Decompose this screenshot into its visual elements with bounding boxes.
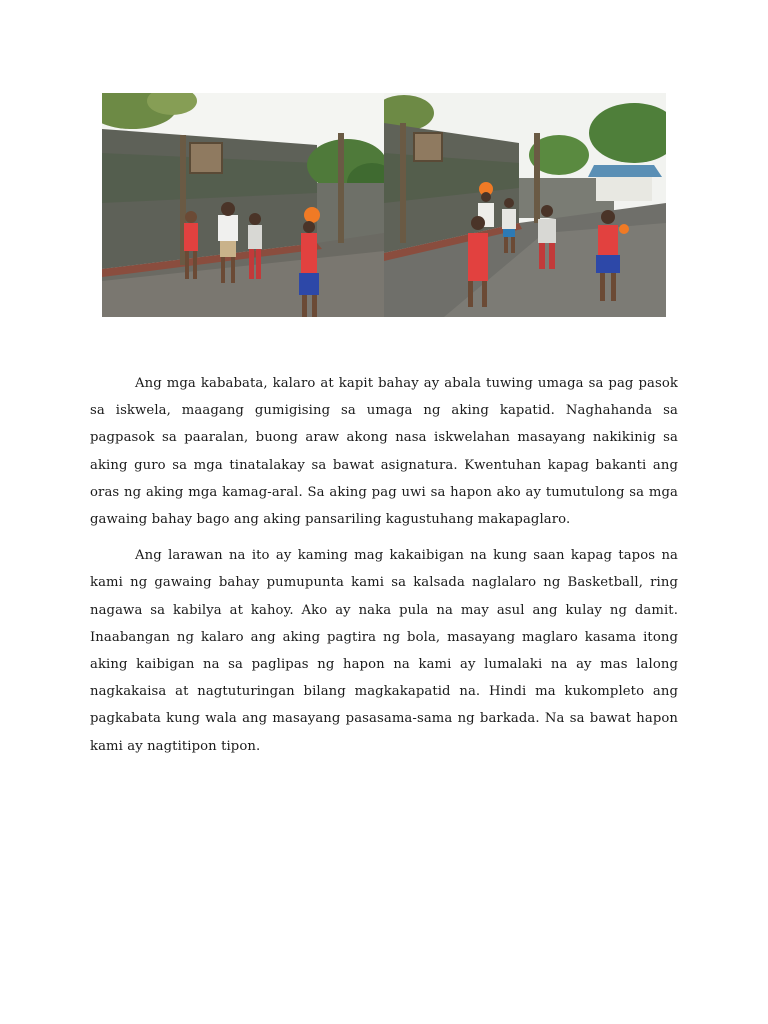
photo-right-image — [384, 93, 666, 317]
photo-left-image — [102, 93, 384, 317]
paragraph-2: Ang larawan na ito ay kaming mag kakaibigan na kung saan kapag tapos na kami ng gawaing bahay pumupunta kami sa kalsada naglalaro ng Basketball, ring nagawa sa kabilya at kahoy. Ako ay naka pula na may asul ang kulay ng damit. Inaabangan ng kalaro ang aking pagtira ng bola, masayang maglaro kasama itong aking kaibigan na sa paglipas ng hapon na kami ay lumalaki na ay mas lalong nagkakaisa at nagtuturingan bilang magkakapatid na. Hindi ma kukompleto ang pagkabata kung wala ang masayang pasasama-sama ng barkada. Na sa bawat hapon kami ay nagtitipon tipon. — [90, 548, 678, 754]
paragraph-1: Ang mga kababata, kalaro at kapit bahay ay abala tuwing umaga sa pag pasok sa iskwela, maagang gumigising sa umaga ng aking kapatid. Naghahanda sa pagpasok sa paaralan, buong araw akong nasa iskwelahan masayang nakikinig sa aking guro sa mga tinatalakay sa bawat asignatura. Kwentuhan kapag bakanti ang oras ng aking mga kamag-aral. Sa aking pag uwi sa hapon ako ay tumutulong sa mga gawaing bahay bago ang aking pansariling kagustuhang makapaglaro. — [90, 376, 678, 528]
photo-right — [384, 93, 666, 317]
photo-left — [102, 93, 384, 317]
photo-strip — [102, 93, 666, 317]
essay-text — [90, 370, 678, 769]
